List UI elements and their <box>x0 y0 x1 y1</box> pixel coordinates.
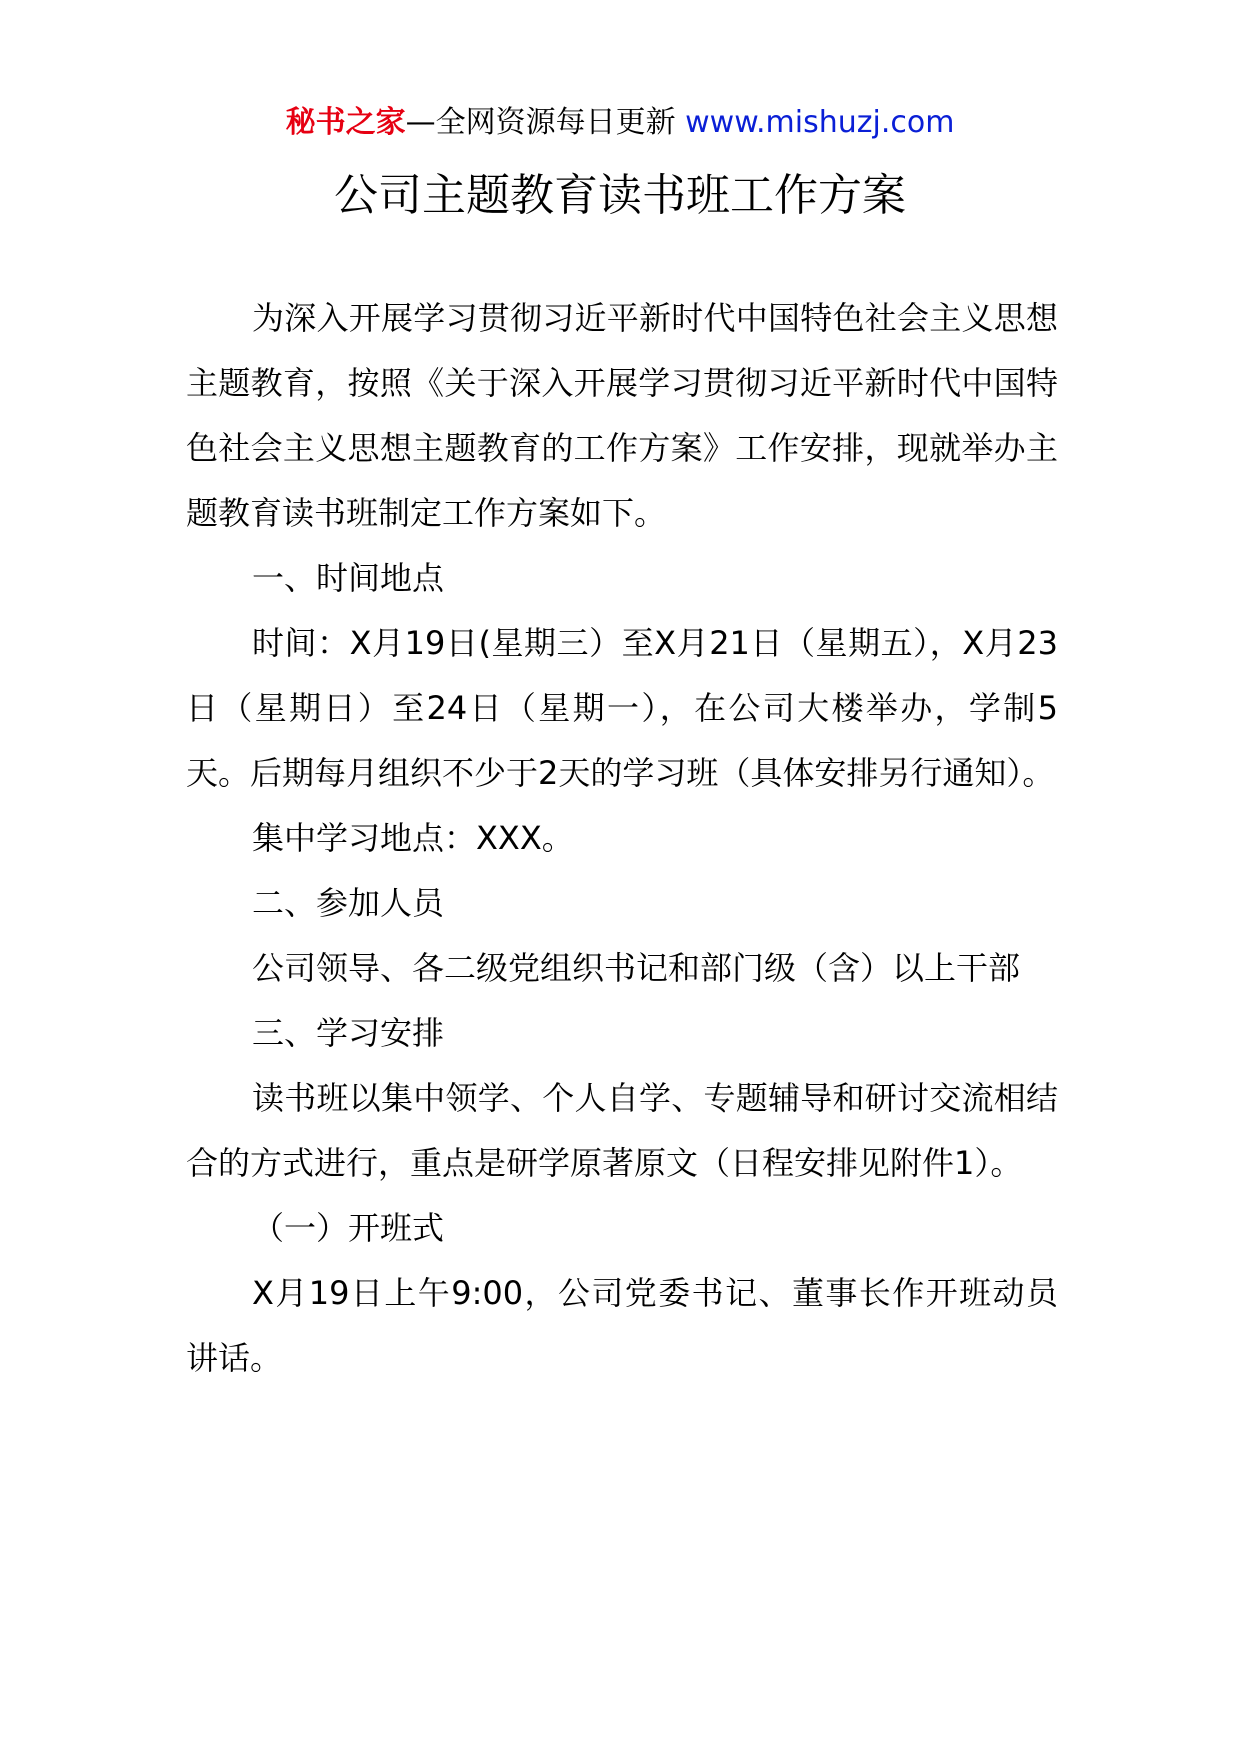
site-url-link[interactable]: www.mishuzj.com <box>685 105 955 140</box>
document-title: 公司主题教育读书班工作方案 <box>334 170 906 221</box>
site-name: 秘书之家 <box>285 105 406 140</box>
schedule-paragraph: 读书班以集中领学、个人自学、专题辅导和研讨交流相结合的方式进行，重点是研学原著原文（日程安排见附件1）。 <box>186 1079 1058 1182</box>
time-paragraph: 时间：X月19日(星期三）至X月21日（星期五），X月23日（星期日）至24日（星期一），在公司大楼举办，学制5天。后期每月组织不少于2天的学习班（具体安排另行通知）。 <box>186 624 1058 792</box>
subsection-heading-opening: （一）开班式 <box>252 1209 445 1247</box>
participants-paragraph: 公司领导、各二级党组织书记和部门级（含）以上干部 <box>252 949 1021 987</box>
opening-paragraph: X月19日上午9:00，公司党委书记、董事长作开班动员讲话。 <box>186 1274 1058 1377</box>
section-heading-participants: 二、参加人员 <box>252 884 445 922</box>
intro-paragraph: 为深入开展学习贯彻习近平新时代中国特色社会主义思想主题教育，按照《关于深入开展学习贯彻习近平新时代中国特色社会主义思想主题教育的工作方案》工作安排，现就举办主题教育读书班制定工作方案如下。 <box>186 299 1058 532</box>
site-slogan: —全网资源每日更新 <box>405 105 676 140</box>
location-paragraph: 集中学习地点：XXX。 <box>252 819 574 857</box>
document-body <box>186 286 1058 1391</box>
site-header <box>0 100 1240 146</box>
section-heading-schedule: 三、学习安排 <box>252 1014 445 1052</box>
section-heading-time-place: 一、时间地点 <box>252 559 445 597</box>
